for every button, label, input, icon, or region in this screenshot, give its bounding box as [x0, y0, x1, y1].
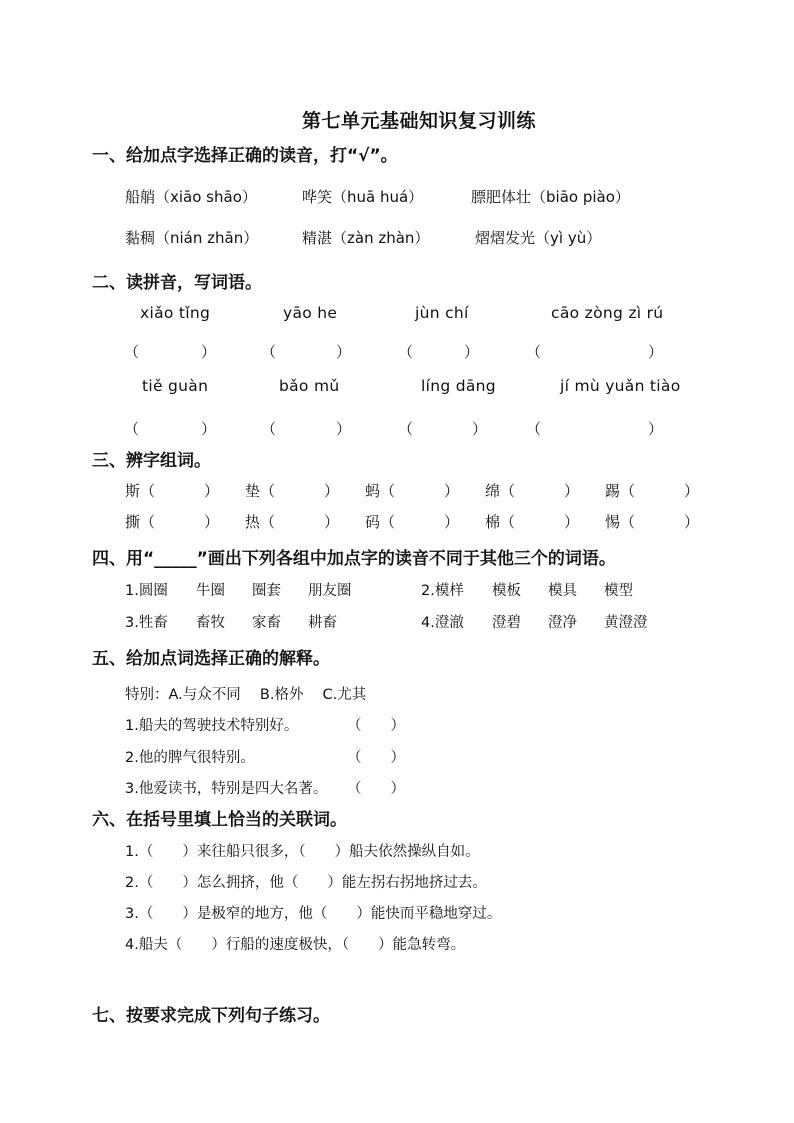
s1-item-4: 黏稠（nián zhān）: [125, 229, 259, 247]
section-4-heading: 四、用“_____”画出下列各组中加点字的读音不同于其他三个的词语。: [92, 549, 616, 569]
s3-row2-char-5: 惕（: [605, 513, 636, 531]
answer-paren-open: （: [398, 343, 414, 361]
answer-paren-open: （: [124, 420, 140, 438]
pinyin-6: bǎo mǔ: [279, 377, 340, 395]
answer-paren-open: （: [526, 343, 542, 361]
s3-row2-char-4: 棉（: [485, 513, 516, 531]
answer-paren-close: ）: [201, 343, 217, 361]
pinyin-5: tiě guàn: [142, 377, 209, 395]
s5-answer-1: （ ）: [347, 718, 405, 734]
s3-row2-char-1: 撕（: [125, 513, 156, 531]
s3-close: ）: [324, 482, 340, 500]
answer-paren-open: （: [261, 420, 277, 438]
section-5-heading: 五、给加点词选择正确的解释。: [92, 649, 330, 669]
s4-g4-word-1: 4.澄澈: [421, 615, 464, 631]
section-2-heading: 二、读拼音，写词语。: [92, 273, 262, 293]
s3-close: ）: [564, 513, 580, 531]
s3-close: ）: [444, 513, 460, 531]
s4-g2-word-4: 模型: [604, 583, 633, 599]
s4-g1-word-2: 牛圈: [196, 583, 225, 599]
s6-line-3: 3.（ ）是极窄的地方，他（ ）能快而平稳地穿过。: [125, 906, 502, 922]
s6-line-2: 2.（ ）怎么拥挤，他（ ）能左拐右拐地挤过去。: [125, 875, 487, 891]
s3-row1-char-5: 踢（: [605, 482, 636, 500]
s3-close: ）: [204, 482, 220, 500]
answer-paren-close: ）: [201, 420, 217, 438]
pinyin-4: cāo zòng zì rú: [551, 304, 664, 322]
page-title: 第七单元基础知识复习训练: [302, 110, 537, 132]
s6-line-1: 1.（ ）来往船只很多，（ ）船夫依然操纵自如。: [125, 844, 480, 860]
answer-paren-open: （: [526, 420, 542, 438]
answer-paren-close: ）: [648, 420, 664, 438]
s4-g1-word-1: 1.圆圈: [125, 583, 168, 599]
s1-item-1: 船艄（xiāo shāo）: [125, 188, 257, 206]
s3-close: ）: [684, 482, 700, 500]
section-6-heading: 六、在括号里填上恰当的关联词。: [92, 810, 347, 830]
s3-close: ）: [564, 482, 580, 500]
answer-paren-close: ）: [336, 343, 352, 361]
s4-g3-word-1: 3.牲畜: [125, 615, 168, 631]
s1-item-2: 哗笑（huā huá）: [302, 188, 424, 206]
answer-paren-close: ）: [472, 420, 488, 438]
s4-g2-word-1: 2.模样: [421, 583, 464, 599]
s3-close: ）: [684, 513, 700, 531]
s4-g2-word-3: 模具: [548, 583, 577, 599]
s5-question-2: 2.他的脾气很特别。: [125, 750, 255, 766]
s3-row2-char-3: 码（: [365, 513, 396, 531]
pinyin-2: yāo he: [283, 304, 338, 322]
s1-item-3: 膘肥体壮（biāo piào）: [471, 188, 630, 206]
s4-g2-word-2: 模板: [492, 583, 521, 599]
s3-close: ）: [324, 513, 340, 531]
s3-row1-char-1: 斯（: [125, 482, 156, 500]
s3-close: ）: [444, 482, 460, 500]
answer-paren-open: （: [261, 343, 277, 361]
s3-row1-char-2: 垫（: [245, 482, 276, 500]
s5-answer-2: （ ）: [347, 750, 405, 766]
s4-g4-word-2: 澄碧: [492, 615, 521, 631]
s4-g3-word-2: 畜牧: [196, 615, 225, 631]
s4-g4-word-4: 黄澄澄: [604, 615, 648, 631]
answer-paren-close: ）: [464, 343, 480, 361]
answer-paren-close: ）: [336, 420, 352, 438]
s4-g3-word-4: 耕畜: [308, 615, 337, 631]
pinyin-3: jùn chí: [415, 304, 469, 322]
s5-answer-3: （ ）: [347, 781, 405, 797]
s3-row1-char-4: 绵（: [485, 482, 516, 500]
s5-question-3: 3.他爱读书，特别是四大名著。: [125, 781, 328, 797]
answer-paren-open: （: [398, 420, 414, 438]
section-3-heading: 三、辨字组词。: [92, 451, 211, 471]
s4-g3-word-3: 家畜: [252, 615, 281, 631]
s1-item-6: 熠熠发光（yì yù）: [475, 229, 602, 247]
s1-item-5: 精湛（zàn zhàn）: [302, 229, 430, 247]
s3-close: ）: [204, 513, 220, 531]
s6-line-4: 4.船夫（ ）行船的速度极快，（ ）能急转弯。: [125, 937, 466, 953]
pinyin-8: jí mù yuǎn tiào: [560, 377, 681, 395]
s4-g4-word-3: 澄净: [548, 615, 577, 631]
s3-row1-char-3: 蚂（: [365, 482, 396, 500]
pinyin-7: líng dāng: [421, 377, 496, 395]
s4-g1-word-3: 圈套: [252, 583, 281, 599]
s4-g1-word-4: 朋友圈: [308, 583, 352, 599]
section-1-heading: 一、给加点字选择正确的读音，打“√”。: [92, 146, 398, 166]
answer-paren-close: ）: [648, 343, 664, 361]
pinyin-1: xiǎo tǐng: [140, 304, 211, 322]
s5-question-1: 1.船夫的驾驶技术特别好。: [125, 718, 299, 734]
section-7-heading: 七、按要求完成下列句子练习。: [92, 1006, 330, 1026]
answer-paren-open: （: [124, 343, 140, 361]
s5-definition: 特别：A.与众不同 B.格外 C.尤其: [125, 687, 367, 703]
s3-row2-char-2: 热（: [245, 513, 276, 531]
